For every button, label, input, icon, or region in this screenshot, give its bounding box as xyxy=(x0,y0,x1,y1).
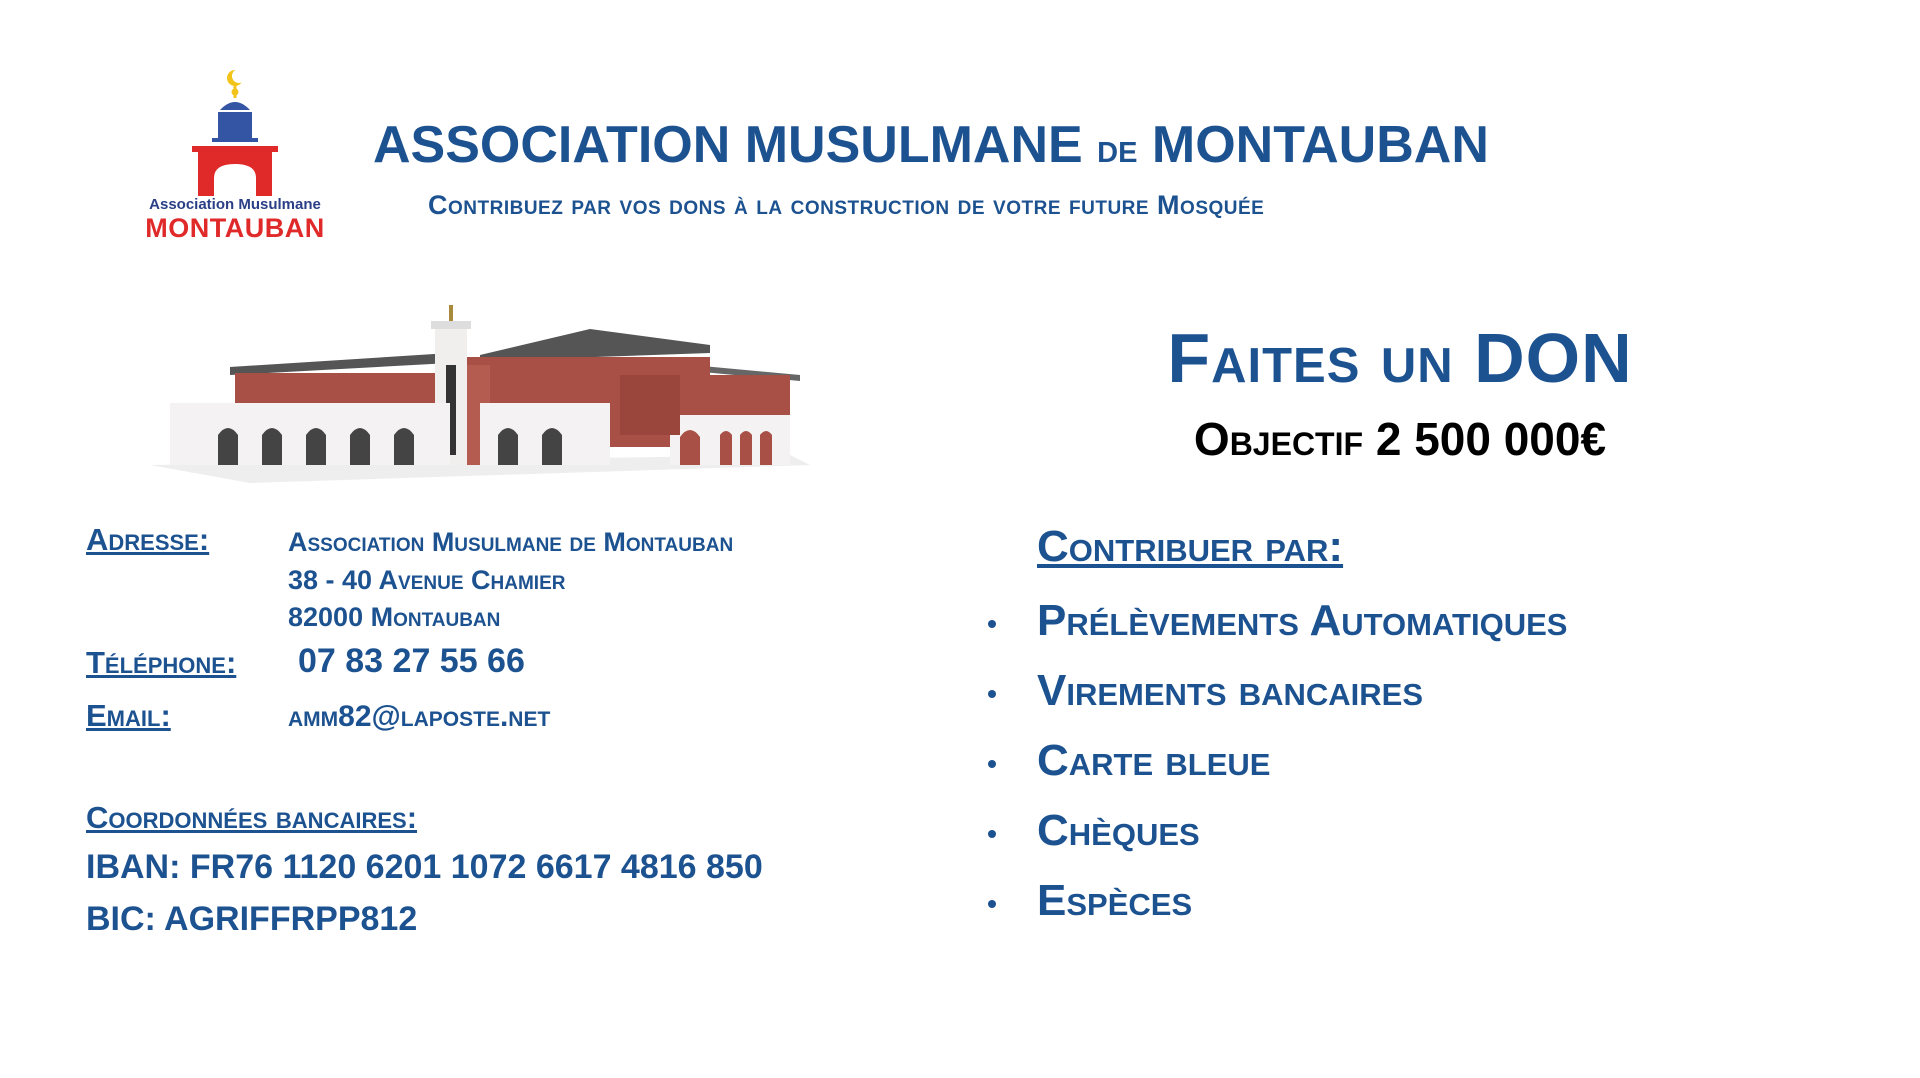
mosque-building-image xyxy=(150,305,810,485)
donation-title: Faites un DON xyxy=(1167,319,1633,397)
payment-method-item xyxy=(980,596,1567,666)
address-line-2: 38 - 40 Avenue Chamier xyxy=(288,565,566,595)
email-label: Email: xyxy=(86,698,171,733)
address-label: Adresse: xyxy=(86,522,210,557)
payment-method-label: Espèces xyxy=(1037,876,1193,925)
address-block xyxy=(86,522,734,632)
payment-method-label: Prélèvements Automatiques xyxy=(1037,596,1568,645)
email-address[interactable]: amm82@laposte.net xyxy=(288,700,551,733)
logo-text-city: MONTAUBAN xyxy=(145,213,325,243)
bullet-icon xyxy=(988,900,996,908)
page-title xyxy=(373,115,1489,175)
bank-label: Coordonnées bancaires: xyxy=(86,800,418,835)
payment-methods-list xyxy=(980,596,1567,946)
iban: IBAN: FR76 1120 6201 1072 6617 4816 850 xyxy=(86,848,763,886)
contribute-title: Contribuer par: xyxy=(1037,522,1344,571)
bullet-icon xyxy=(988,830,996,838)
association-logo xyxy=(140,68,330,243)
bullet-icon xyxy=(988,620,996,628)
mosque-logo-icon xyxy=(190,68,280,196)
phone-number[interactable]: 07 83 27 55 66 xyxy=(298,642,525,680)
payment-method-item xyxy=(980,806,1567,876)
address-line-3: 82000 Montauban xyxy=(288,602,501,632)
phone-label: Téléphone: xyxy=(86,645,237,680)
email-block xyxy=(86,698,551,734)
payment-method-label: Chèques xyxy=(1037,806,1200,855)
bic: BIC: AGRIFFRPP812 xyxy=(86,900,418,938)
logo-text-association: Association Musulmane xyxy=(149,196,321,213)
donation-objective: Objectif 2 500 000€ xyxy=(1193,413,1607,465)
bullet-icon xyxy=(988,690,996,698)
title-part-small: de xyxy=(1097,124,1138,171)
payment-method-label: Carte bleue xyxy=(1037,736,1271,785)
title-part-1: ASSOCIATION MUSULMANE xyxy=(373,116,1098,174)
payment-method-item xyxy=(980,736,1567,806)
payment-method-item xyxy=(980,876,1567,946)
payment-method-item xyxy=(980,666,1567,736)
address-line-1: Association Musulmane de Montauban xyxy=(288,527,734,557)
payment-method-label: Virements bancaires xyxy=(1037,666,1424,715)
page-subtitle: Contribuez par vos dons à la construction de votre future Mosquée xyxy=(428,190,1265,220)
title-part-2: MONTAUBAN xyxy=(1137,116,1489,174)
mosque-illustration xyxy=(150,305,810,485)
phone-block xyxy=(86,642,525,681)
bullet-icon xyxy=(988,760,996,768)
